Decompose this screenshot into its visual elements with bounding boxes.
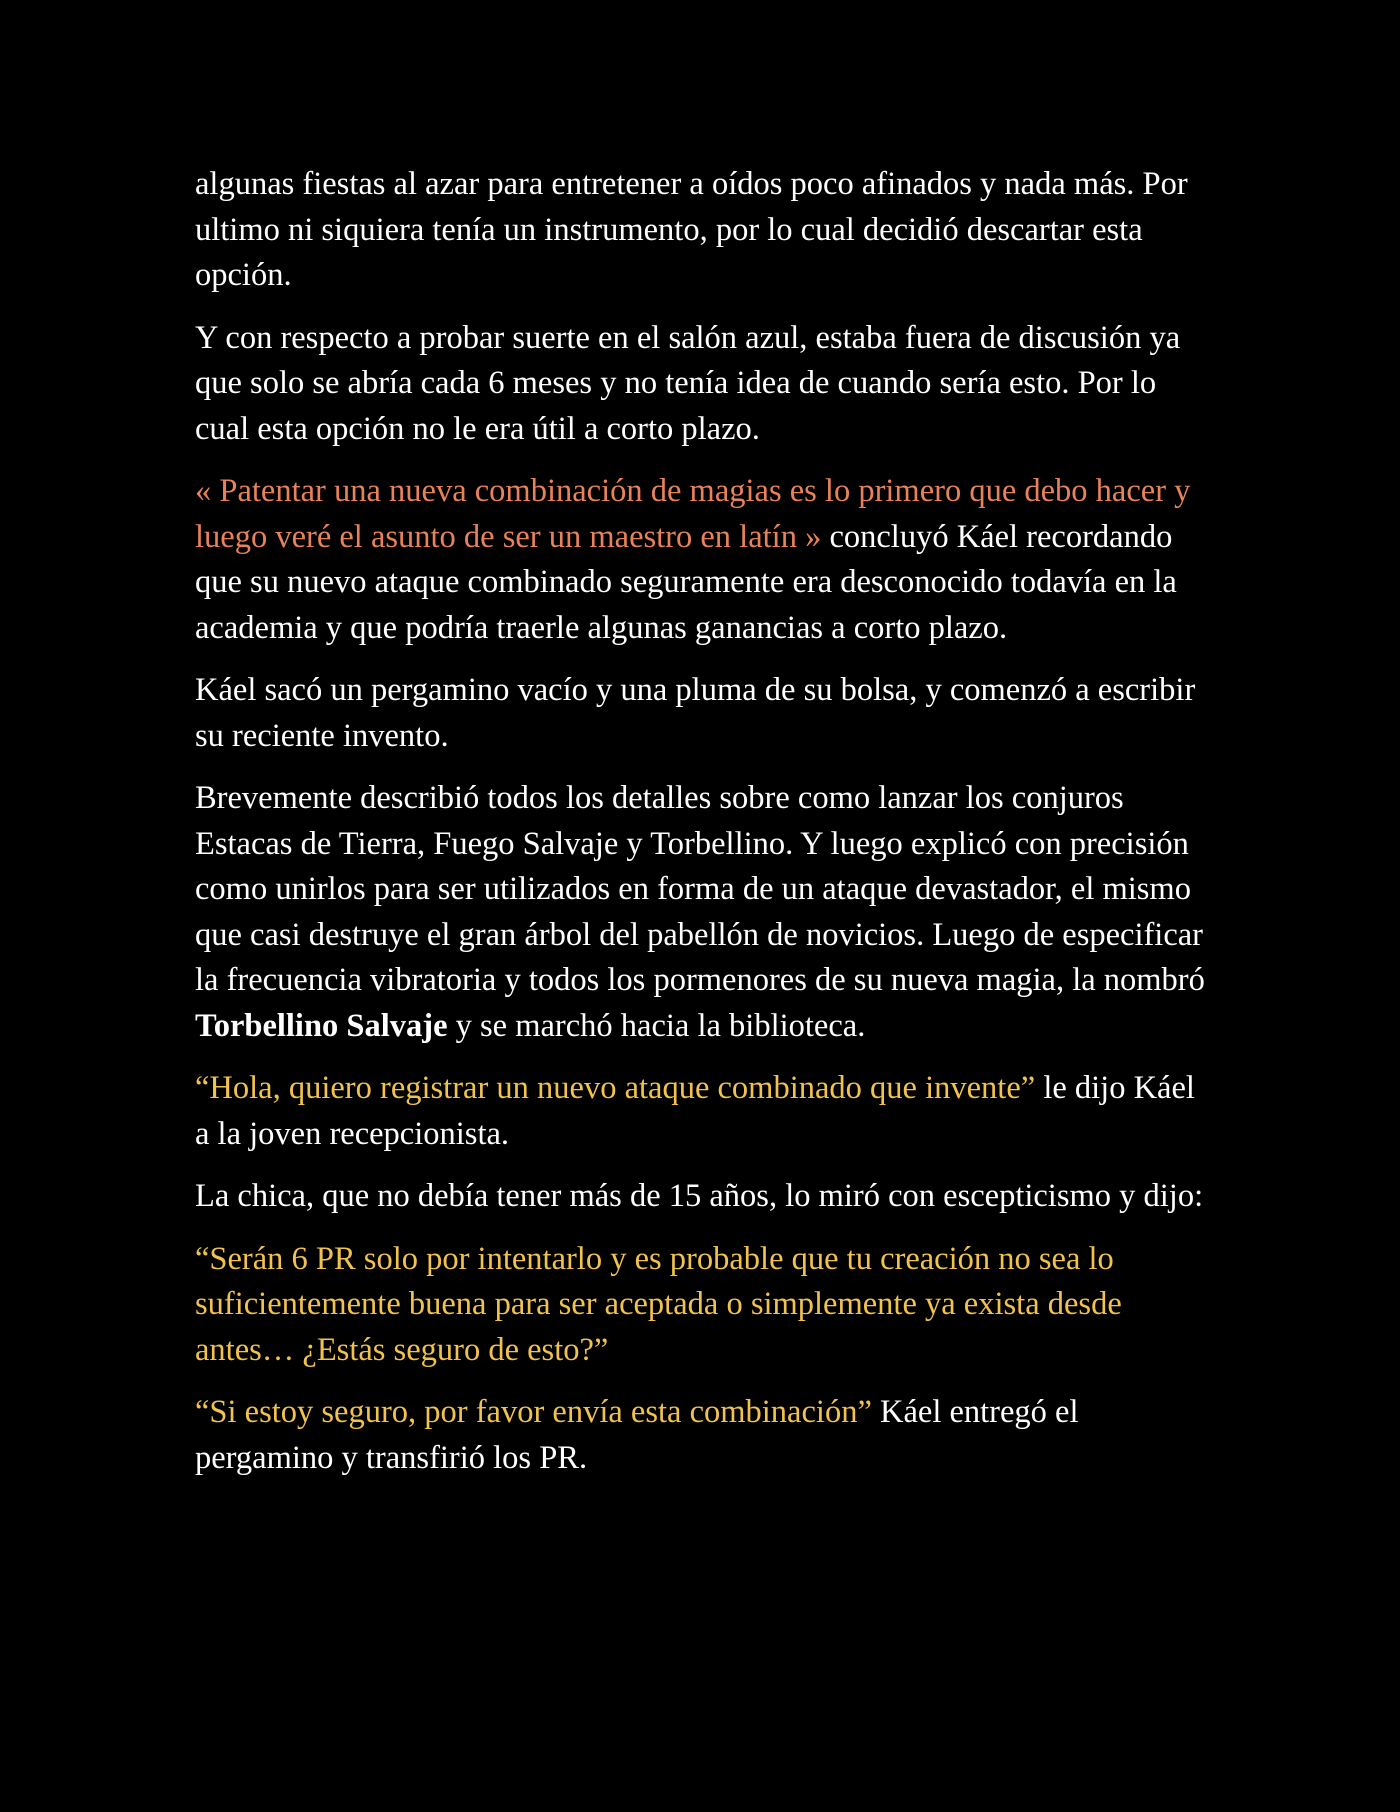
paragraph — [195, 162, 1215, 299]
dialogue-text: “Serán 6 PR solo por intentarlo y es probable que tu creación no sea lo suficientemente buena para ser aceptada o simplemente ya exista desde antes… ¿Estás seguro de esto?” — [195, 1240, 1122, 1368]
paragraph — [195, 469, 1215, 651]
document-page — [195, 162, 1215, 1498]
narration-text: concluyó Káel recordando que su nuevo ataque combinado seguramente era desconocido todavía en la academia y que podría traerle algunas ganancias a corto plazo. — [195, 518, 1177, 646]
narration-text: Brevemente describió todos los detalles sobre como lanzar los conjuros Estacas de Tierra, Fuego Salvaje y Torbellino. Y luego explicó con precisión como unirlos para ser utilizados en forma de un ataque devastador, el mismo que casi destruye el gran árbol del pabellón de novicios. Luego de especificar la frecuencia vibratoria y todos los pormenores de su nueva magia, la nombró — [195, 780, 1205, 998]
dialogue-text: “Si estoy seguro, por favor envía esta combinación” — [195, 1394, 872, 1430]
narration-text: le dijo Káel a la joven recepcionista. — [195, 1070, 1195, 1152]
dialogue-text: “Hola, quiero registrar un nuevo ataque combinado que invente” — [195, 1070, 1036, 1106]
paragraph — [195, 668, 1215, 759]
paragraph — [195, 1174, 1215, 1220]
narration-text: algunas fiestas al azar para entretener a oídos poco afinados y nada más. Por ultimo ni siquiera tenía un instrumento, por lo cual decidió descartar esta opción. — [195, 166, 1188, 293]
narration-text: Káel entregó el pergamino y transfirió los PR. — [195, 1394, 1079, 1476]
narration-text: Y con respecto a probar suerte en el salón azul, estaba fuera de discusión ya que solo se abría cada 6 meses y no tenía idea de cuando sería esto. Por lo cual esta opción no le era útil a corto plazo. — [195, 319, 1181, 447]
paragraph — [195, 316, 1215, 453]
paragraph — [195, 1390, 1215, 1481]
narration-text: La chica, que no debía tener más de 15 años, lo miró con escepticismo y dijo: — [195, 1178, 1204, 1214]
narration-text: Káel sacó un pergamino vacío y una pluma de su bolsa, y comenzó a escribir su reciente invento. — [195, 672, 1196, 754]
spell-name: Torbellino Salvaje — [195, 1007, 448, 1044]
thought-text: « Patentar una nueva combinación de magias es lo primero que debo hacer y luego veré el asunto de ser un maestro en latín » — [195, 473, 1191, 555]
paragraph — [195, 776, 1215, 1049]
narration-text: y se marchó hacia la biblioteca. — [447, 1007, 866, 1044]
paragraph — [195, 1066, 1215, 1157]
paragraph — [195, 1237, 1215, 1374]
